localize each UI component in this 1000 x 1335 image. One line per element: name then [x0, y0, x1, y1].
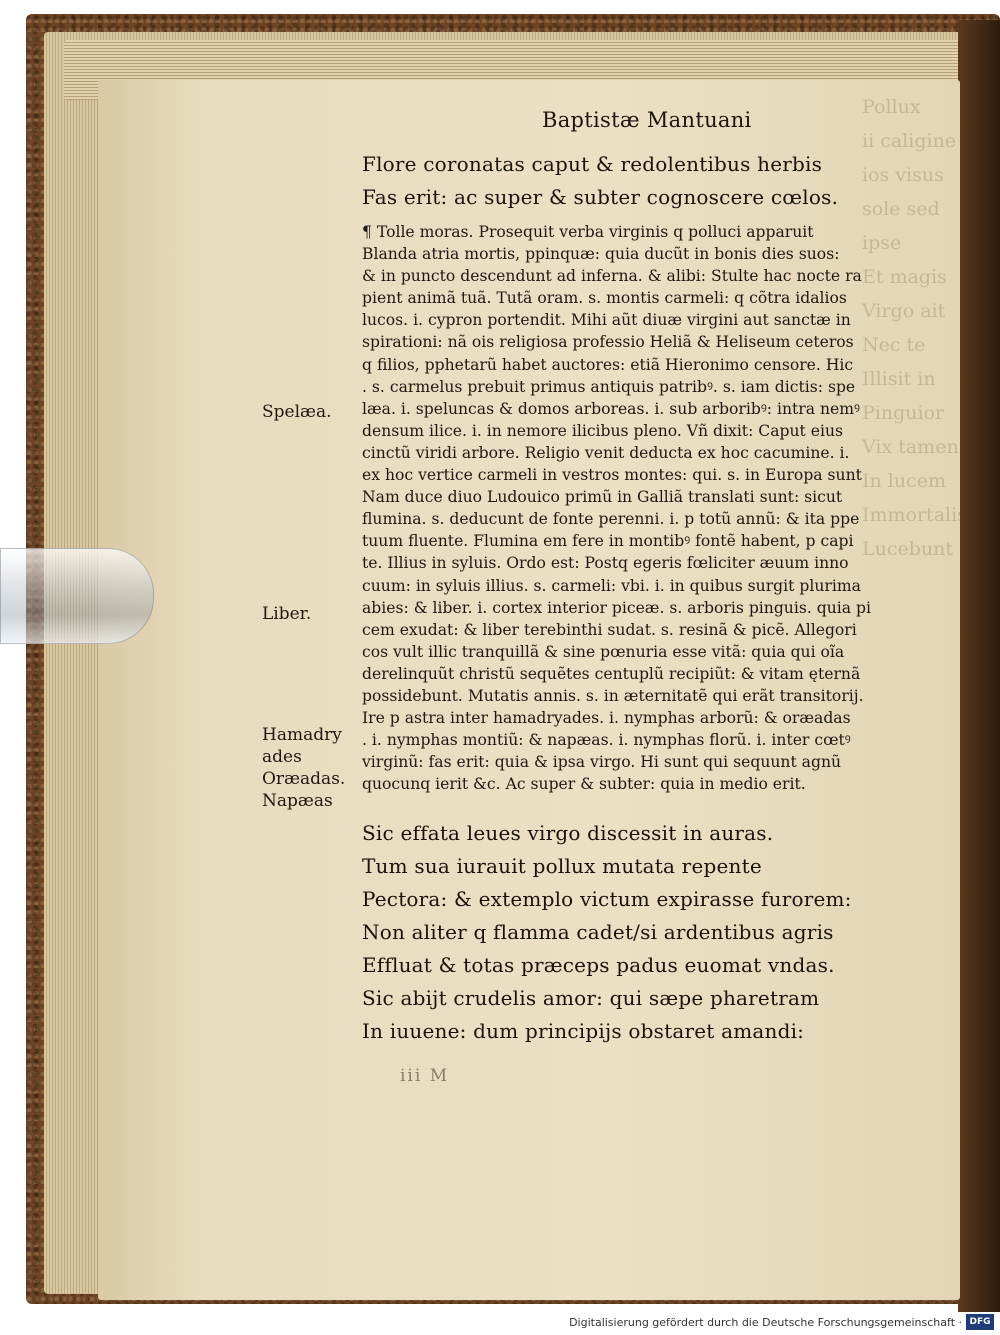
commentary-line: virginũ: fas erit: quia & ipsa virgo. Hi sunt qui sequunt agnũ — [362, 753, 842, 772]
commentary-line: possidebunt. Mutatis annis. s. in æternitatẽ qui erãt transitorij. — [362, 686, 864, 705]
footer-credit: Digitalisierung gefördert durch die Deutsche Forschungsgemeinschaft · — [569, 1316, 962, 1329]
verse-line: Non aliter q flamma cadet/si ardentibus agris — [362, 920, 834, 944]
verse-line: Sic effata leues virgo discessit in auras. — [362, 821, 774, 845]
commentary-line: Ire p astra inter hamadryades. i. nymphas arborũ: & oræadas — [362, 709, 851, 728]
commentary-line: te. Illius in syluis. Ordo est: Postq egeris fœliciter æuum inno — [362, 554, 849, 573]
commentary-line: cos vult illic tranquillã & sine pœnuria esse vitã: quia qui oĩa — [362, 642, 845, 661]
commentary-line: pient animã tuã. Tutã oram. s. montis carmeli: q cõtra idalios — [362, 289, 847, 308]
commentary-line: abies: & liber. i. cortex interior piceæ. s. arboris pinguis. quia pi — [362, 598, 871, 617]
margin-gloss-liber: Liber. — [262, 604, 312, 624]
commentary-block — [362, 221, 922, 795]
bleed-through-right: Pollux ii caligine ios visus sole sed ipse Et magis Virgo ait Nec te Illisit in Pinguior Vix tamen In lucem Immortalis Lucebunt — [862, 96, 967, 560]
margin-gloss-ades: ades — [262, 747, 302, 767]
commentary-line: . i. nymphas montiũ: & napæas. i. nymphas florũ. i. inter cœtꝰ — [362, 731, 851, 750]
verse-line: Tum sua iurauit pollux mutata repente — [362, 854, 762, 878]
commentary-line: læa. i. speluncas & domos arboreas. i. sub arboribꝰ: intra nemꝰ — [362, 399, 861, 418]
commentary-line: flumina. s. deducunt de fonte perenni. i. p totũ annũ: & ita ppe — [362, 510, 860, 529]
glass-page-weight — [0, 548, 154, 644]
commentary-line: quocunq ierit &c. Ac super & subter: quia in medio erit. — [362, 775, 806, 794]
commentary-line: tuum fluente. Flumina em fere in montibꝰ fontẽ habent, p capi — [362, 532, 854, 551]
margin-gloss-napaeas: Napæas — [262, 791, 333, 811]
verse-line: Effluat & totas præceps padus euomat vndas. — [362, 953, 835, 977]
commentary-line: derelinquũt christũ sequẽtes centuplũ recipiũt: & vitam ęternã — [362, 664, 861, 683]
verse-line: Fas erit: ac super & subter cognoscere cœlos. — [362, 185, 839, 209]
commentary-line: densum ilice. i. in nemore ilicibus pleno. Vñ dixit: Caput eius — [362, 421, 844, 440]
commentary-line: . s. carmelus prebuit primus antiquis patribꝰ. s. iam dictis: spe — [362, 377, 856, 396]
commentary-line: ex hoc vertice carmeli in vestros montes: qui. s. in Europa sunt — [362, 466, 862, 485]
running-head: Baptistæ Mantuani — [542, 108, 752, 132]
signature-mark: iii M — [400, 1066, 450, 1086]
commentary-line: ¶ Tolle moras. Prosequit verba virginis q polluci apparuit — [362, 223, 814, 241]
commentary-line: cem exudat: & liber terebinthi sudat. s. resinã & picẽ. Allegori — [362, 620, 857, 639]
commentary-line: Blanda atria mortis, ppinquæ: quia ducũt in bonis dies suos: — [362, 245, 840, 264]
commentary-line: lucos. i. cypron portendit. Mihi aũt diuæ virgini aut sanctæ in — [362, 311, 851, 330]
verse-line: In iuuene: dum principijs obstaret amandi: — [362, 1019, 805, 1043]
commentary-line: & in puncto descendunt ad inferna. & alibi: Stulte hac nocte ra — [362, 267, 862, 286]
commentary-line: Nam duce diuo Ludouico primũ in Galliã translati sunt: sicut — [362, 488, 843, 507]
verse-line: Flore coronatas caput & redolentibus herbis — [362, 152, 823, 176]
commentary-line: q filios, pphetarũ habet auctores: etiã Hieronimo censore. Hic — [362, 355, 854, 374]
margin-gloss-oraeadas: Oræadas. — [262, 769, 346, 789]
margin-gloss-spelaea: Spelæa. — [262, 402, 332, 422]
verse-line: Pectora: & extemplo victum expirasse furorem: — [362, 887, 852, 911]
verse-line: Sic abijt crudelis amor: qui sæpe pharetram — [362, 986, 820, 1010]
margin-gloss-hamadry: Hamadry — [262, 725, 342, 745]
commentary-line: cinctũ viridi arbore. Religio venit deducta ex hoc cacumine. i. — [362, 443, 850, 462]
commentary-line: spirationi: nã ois religiosa professio Heliã & Heliseum ceteros — [362, 333, 854, 352]
commentary-line: cuum: in syluis illius. s. carmeli: vbi. i. in quibus surgit plurima — [362, 576, 861, 595]
dfg-logo-icon: DFG — [966, 1314, 994, 1330]
